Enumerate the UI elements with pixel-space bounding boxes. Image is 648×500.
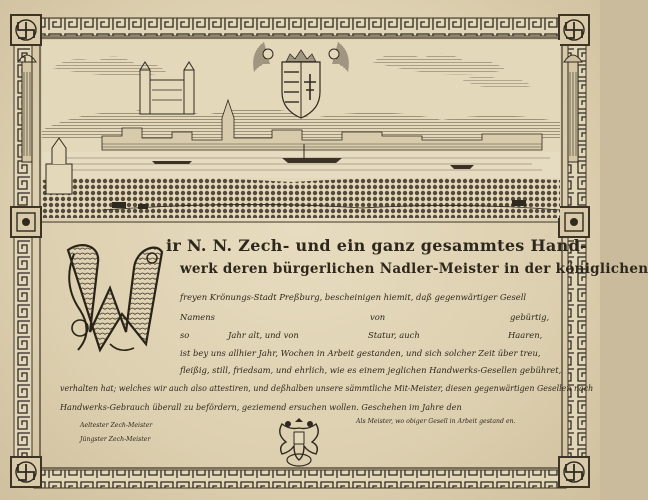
corner-ornament-bottom-left-icon [10,456,42,488]
body-field-haaren: Haaren, [508,330,543,340]
corner-ornament-top-left-icon [10,14,42,46]
body-line-5: fleißig, still, friedsam, und ehrlich, wie es einem jeglichen Handwerks-Gesellen gebühret, [180,365,562,375]
heading-line-1: ir N. N. Zech- und ein ganz gesammtes Hand- [166,236,587,255]
signature-label-employing-master: Als Meister, wo obiger Gesell in Arbeit gestand en. [356,418,516,425]
signature-label-elder-master: Aeltester Zech-Meister [80,422,153,429]
body-line-1: freyen Krönungs-Stadt Preßburg, bescheinigen hiemit, daß gegenwärtiger Gesell [180,292,527,302]
right-pillar-ornament [560,52,586,172]
city-view-engraving [42,40,560,218]
body-field-so: so [180,330,190,340]
body-line-6: verhalten hat; welches wir auch also attestiren, und deßhalben unsere sämmtliche Mit-Meister, diesen gegenwärtigen Gesellen nach [60,384,594,393]
ornamental-initial-w-icon [60,232,168,362]
signature-label-junior-master: Jüngster Zech-Meister [80,436,151,443]
side-medallion-left-icon [10,206,42,238]
heading-line-2: werk deren bürgerlichen Nadler-Meister in der königlichen [180,261,648,277]
body-field-von: von [370,312,386,322]
corner-ornament-top-right-icon [558,14,590,46]
body-field-jahr-alt: Jahr alt, und von [228,330,299,340]
body-field-namens: Namens [180,312,215,322]
body-field-statur: Statur, auch [368,330,420,340]
side-medallion-right-icon [558,206,590,238]
body-line-7: Handwerks-Gebrauch überall zu befördern, geziemend ersuchen wollen. Geschehen im Jahre den [60,402,462,412]
double-headed-eagle-icon [272,412,326,468]
left-pillar-ornament [14,52,40,172]
corner-ornament-bottom-right-icon [558,456,590,488]
body-field-gebuertig: gebürtig, [510,312,550,322]
body-line-4: ist bey uns allhier Jahr, Wochen in Arbeit gestanden, und sich solcher Zeit über treu, [180,348,541,358]
